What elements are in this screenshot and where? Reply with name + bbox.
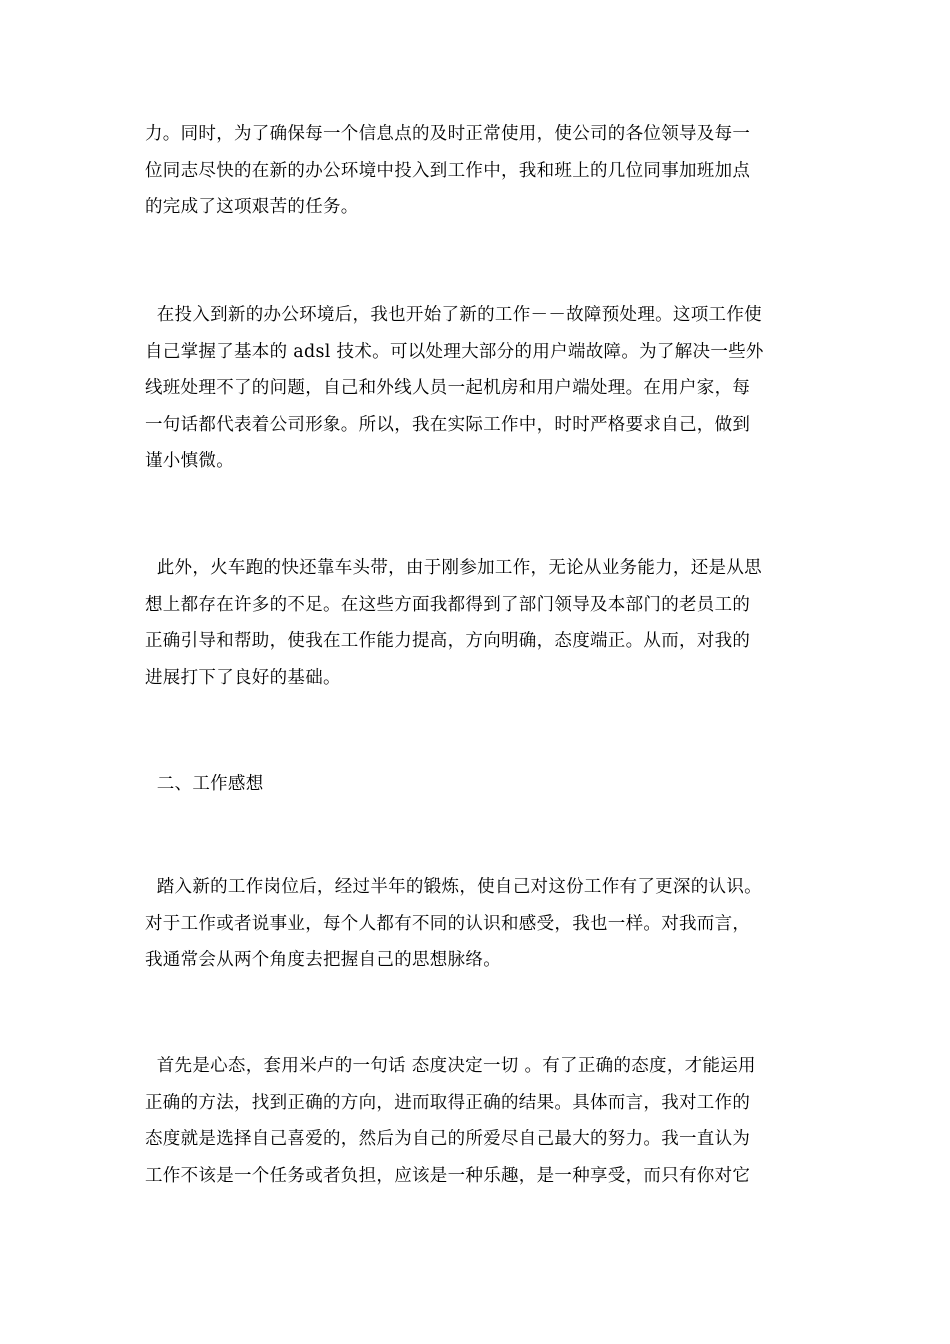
paragraph-5 (145, 869, 810, 979)
text-line: 对于工作或者说事业，每个人都有不同的认识和感受，我也一样。对我而言， (145, 913, 751, 934)
text-line: 位同志尽快的在新的办公环境中投入到工作中，我和班上的几位同事加班加点 (145, 160, 751, 181)
paragraph-6 (145, 1048, 810, 1194)
text-line: 进展打下了良好的基础。 (145, 667, 341, 688)
text-line: 踏入新的工作岗位后，经过半年的锻炼，使自己对这份工作有了更深的认识。 (145, 877, 762, 897)
section-heading (145, 766, 810, 803)
text-line: 的完成了这项艰苦的任务。 (145, 197, 359, 217)
text-line: 线班处理不了的问题，自己和外线人员一起机房和用户端处理。在用户家，每 (145, 378, 751, 398)
text-line: 正确的方法，找到正确的方向，进而取得正确的结果。具体而言，我对工作的 (145, 1092, 751, 1113)
text-line: 谨小慎微。 (145, 451, 234, 471)
text-line: 正确引导和帮助，使我在工作能力提高，方向明确，态度端正。从而，对我的 (145, 631, 751, 651)
paragraph-2 (145, 297, 810, 480)
heading-text: 二、工作感想 (145, 774, 264, 794)
text-line: 我通常会从两个角度去把握自己的思想脉络。 (145, 950, 501, 970)
text-line: 首先是心态，套用米卢的一句话 态度决定一切 。有了正确的态度，才能运用 (145, 1056, 756, 1076)
paragraph-1 (145, 116, 810, 226)
text-line: 在投入到新的办公环境后，我也开始了新的工作－－故障预处理。这项工作使 (145, 305, 762, 325)
text-line: 一句话都代表着公司形象。所以，我在实际工作中，时时严格要求自己，做到 (145, 414, 751, 435)
text-line: 工作不该是一个任务或者负担，应该是一种乐趣，是一种享受，而只有你对它 (145, 1165, 751, 1186)
text-line: 力。同时，为了确保每一个信息点的及时正常使用，使公司的各位领导及每一 (145, 124, 751, 144)
text-line: 此外，火车跑的快还靠车头带，由于刚参加工作，无论从业务能力，还是从思 (145, 558, 762, 578)
paragraph-3 (145, 550, 810, 696)
text-line: 自己掌握了基本的 adsl 技术。可以处理大部分的用户端故障。为了解决一些外 (145, 341, 764, 362)
text-line: 想上都存在许多的不足。在这些方面我都得到了部门领导及本部门的老员工的 (145, 594, 751, 615)
text-line: 态度就是选择自己喜爱的，然后为自己的所爱尽自己最大的努力。我一直认为 (145, 1129, 751, 1149)
